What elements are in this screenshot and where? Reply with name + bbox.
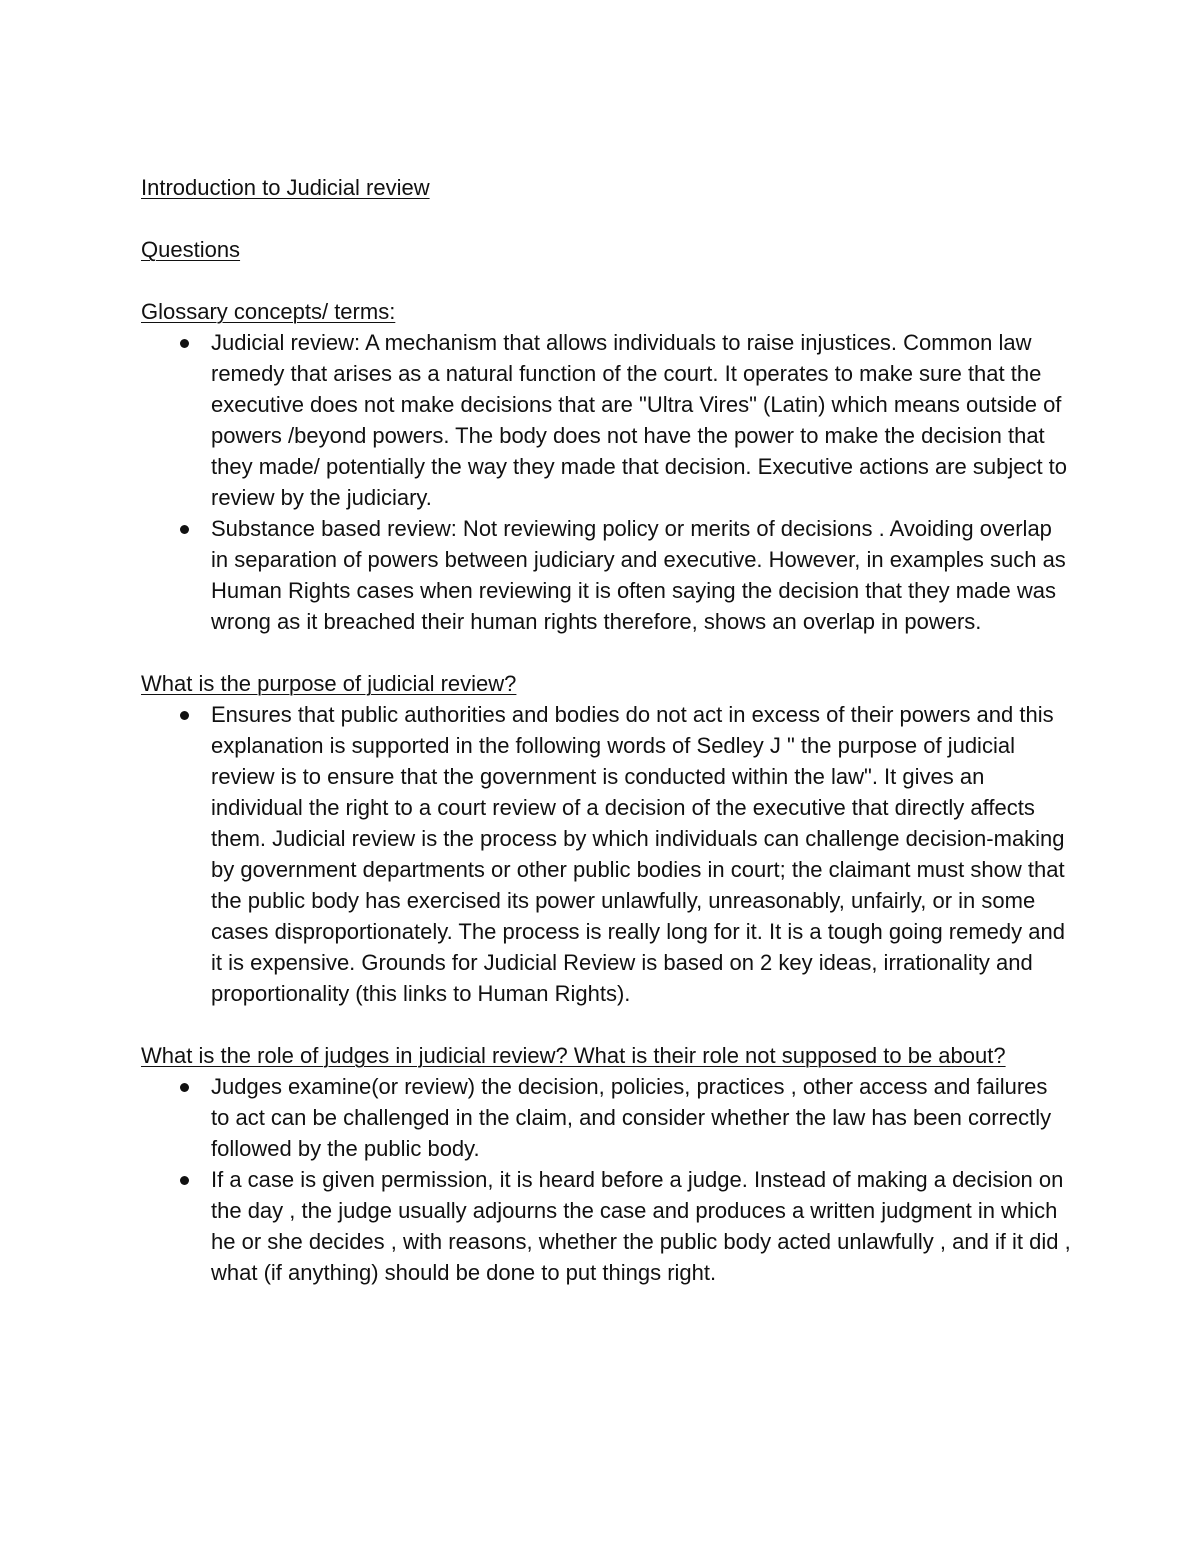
spacer — [141, 203, 1071, 234]
glossary-item-judicial-review — [141, 327, 1071, 513]
spacer — [141, 637, 1071, 668]
glossary-heading: Glossary concepts/ terms: — [141, 299, 396, 324]
bullet-icon — [180, 525, 189, 534]
role-item-examine — [141, 1071, 1071, 1164]
glossary-list — [141, 327, 1071, 637]
spacer — [141, 265, 1071, 296]
list-item-text: Substance based review: Not reviewing policy or merits of decisions . Avoiding overlap in separation of powers between judiciary and executive. However, in examples such as Human Rights cases when reviewing it is often saying the decision that they made was wrong as it breached their human rights therefore, shows an overlap in powers. — [211, 516, 1066, 634]
purpose-list — [141, 699, 1071, 1009]
spacer — [141, 1009, 1071, 1040]
role-list — [141, 1071, 1071, 1288]
document-page — [141, 172, 1071, 1288]
glossary-item-substance-based-review — [141, 513, 1071, 637]
questions-heading: Questions — [141, 237, 241, 262]
bullet-icon — [180, 1176, 189, 1185]
list-item-text: Judicial review: A mechanism that allows individuals to raise injustices. Common law remedy that arises as a natural function of the court. It operates to make sure that the executive does not make decisions that are "Ultra Vires" (Latin) which means outside of powers /beyond powers. The body does not have the power to make the decision that they made/ potentially the way they made that decision. Executive actions are subject to review by the judiciary. — [211, 330, 1068, 510]
bullet-icon — [180, 339, 189, 348]
bullet-icon — [180, 711, 189, 720]
purpose-item — [141, 699, 1071, 1009]
role-heading: What is the role of judges in judicial review? What is their role not supposed to be about? — [141, 1043, 1006, 1068]
bullet-icon — [180, 1083, 189, 1092]
list-item-text: Judges examine(or review) the decision, policies, practices , other access and failures to act can be challenged in the claim, and consider whether the law has been correctly followed by the public body. — [211, 1074, 1052, 1161]
role-item-permission — [141, 1164, 1071, 1288]
purpose-heading: What is the purpose of judicial review? — [141, 671, 517, 696]
document-title: Introduction to Judicial review — [141, 175, 430, 200]
list-item-text: If a case is given permission, it is heard before a judge. Instead of making a decision on the day , the judge usually adjourns the case and produces a written judgment in which he or she decides , with reasons, whether the public body acted unlawfully , and if it did , what (if anything) should be done to put things right. — [211, 1167, 1071, 1285]
list-item-text: Ensures that public authorities and bodies do not act in excess of their powers and this explanation is supported in the following words of Sedley J " the purpose of judicial review is to ensure that the government is conducted within the law". It gives an individual the right to a court review of a decision of the executive that directly affects them. Judicial review is the process by which individuals can challenge decision-making by government departments or other public bodies in court; the claimant must show that the public body has exercised its power unlawfully, unreasonably, unfairly, or in some cases disproportionately. The process is really long for it. It is a tough going remedy and it is expensive. Grounds for Judicial Review is based on 2 key ideas, irrationality and proportionality (this links to Human Rights). — [211, 702, 1065, 1006]
